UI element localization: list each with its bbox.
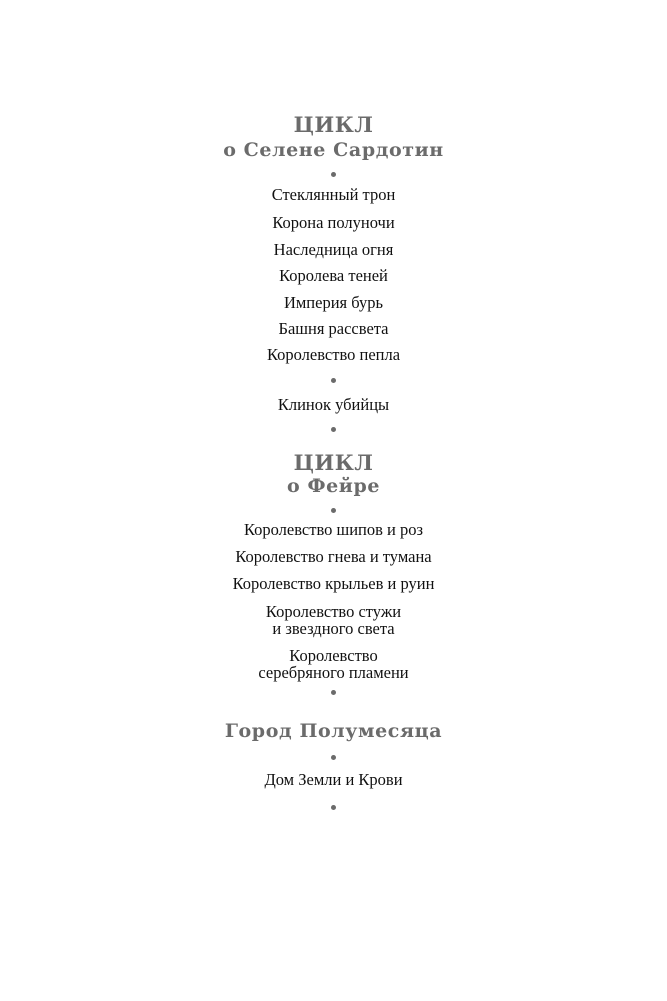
separator-bullet xyxy=(331,805,336,810)
separator-bullet xyxy=(331,690,336,695)
section-heading-cycle: ЦИКЛ xyxy=(293,450,374,475)
book-title: Дом Земли и Крови xyxy=(264,770,403,789)
book-title: Королевство пепла xyxy=(266,345,401,364)
section-heading-series-name: о Селене Сардотин xyxy=(223,139,444,161)
section-heading-series-name: Город Полумесяца xyxy=(224,720,443,742)
book-title: Корона полуночи xyxy=(272,213,395,232)
book-title: Королевство стужи xyxy=(265,602,402,621)
book-title: Клинок убийцы xyxy=(277,395,390,414)
book-title: Королева теней xyxy=(279,266,388,285)
book-title: Империя бурь xyxy=(283,293,384,312)
section-heading-series-name: о Фейре xyxy=(286,475,381,497)
book-title: Королевство крыльев и руин xyxy=(232,574,435,593)
book-title: серебряного пламени xyxy=(258,663,409,682)
book-title: Башня рассвета xyxy=(278,319,389,338)
book-title: Королевство xyxy=(289,646,378,665)
section-heading-cycle: ЦИКЛ xyxy=(293,112,374,137)
book-title: Наследница огня xyxy=(273,240,394,259)
book-title: и звездного света xyxy=(272,619,395,638)
separator-bullet xyxy=(331,172,336,177)
separator-bullet xyxy=(331,508,336,513)
separator-bullet xyxy=(331,378,336,383)
book-title: Королевство шипов и роз xyxy=(243,520,424,539)
book-title: Стеклянный трон xyxy=(271,185,396,204)
book-title: Королевство гнева и тумана xyxy=(235,547,432,566)
separator-bullet xyxy=(331,755,336,760)
separator-bullet xyxy=(331,427,336,432)
